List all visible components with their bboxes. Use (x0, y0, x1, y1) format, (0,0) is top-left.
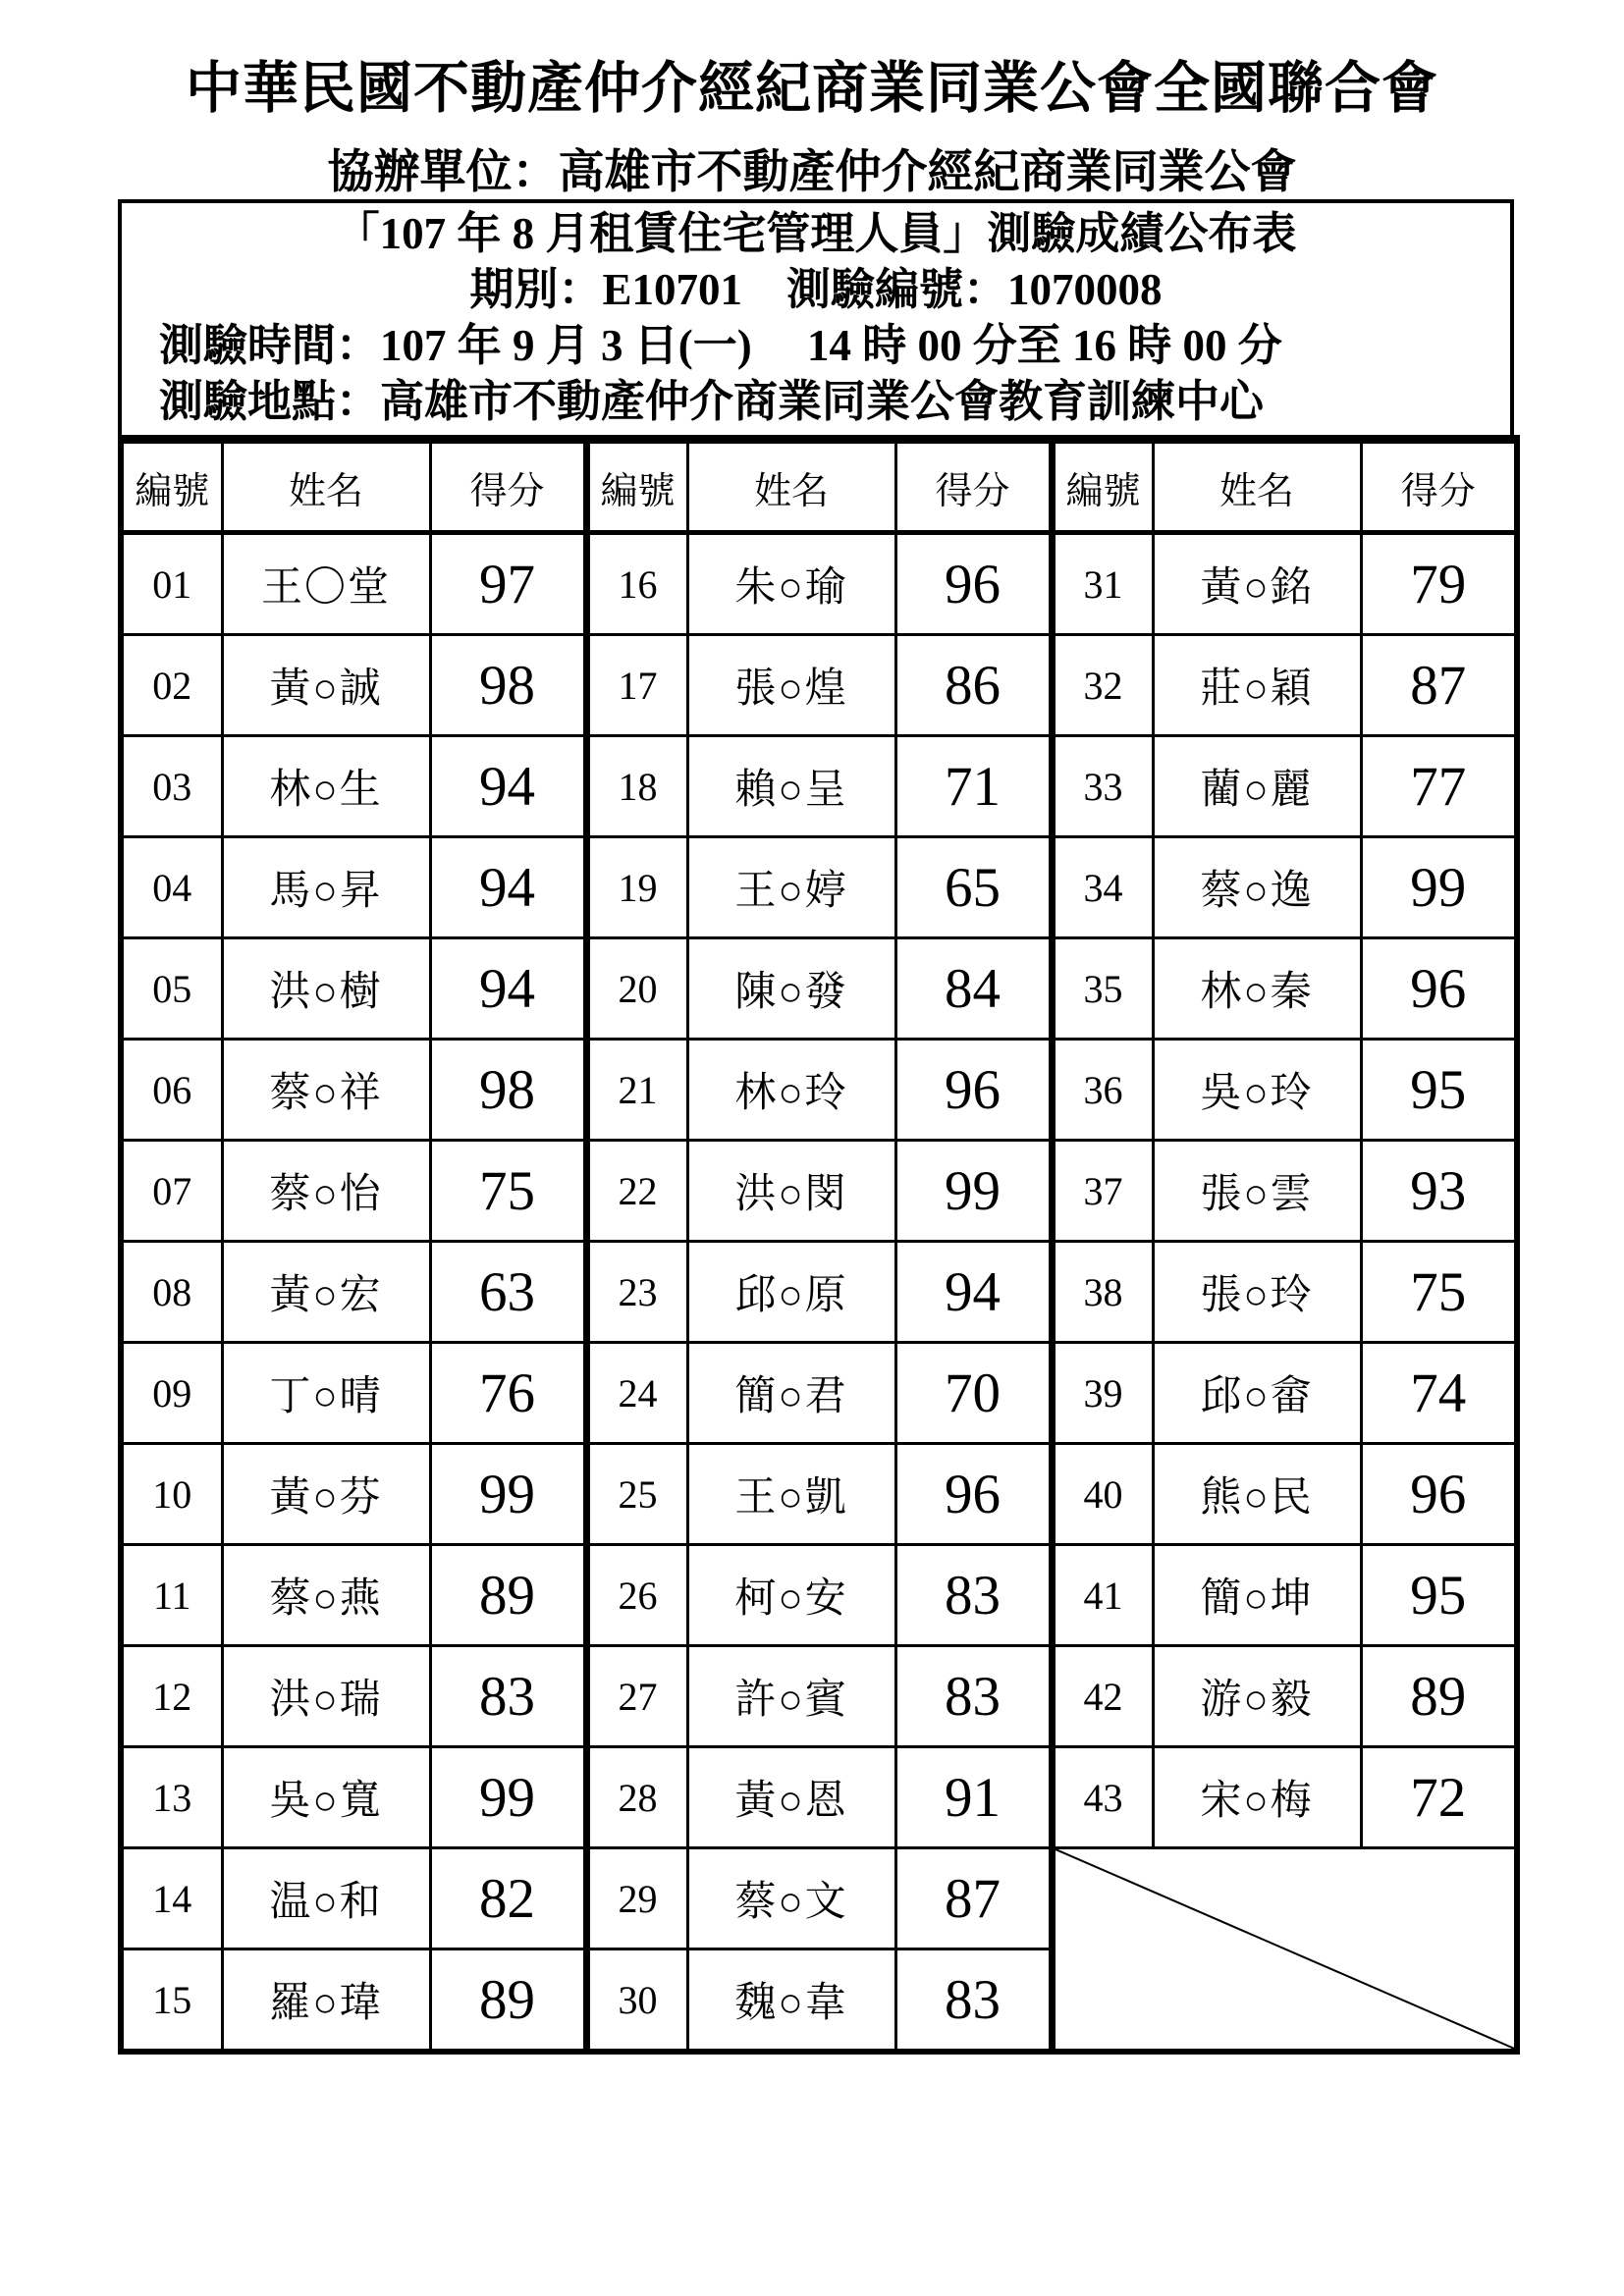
row-score: 70 (895, 1343, 1052, 1444)
row-no: 17 (586, 635, 687, 736)
table-row (121, 1242, 1517, 1343)
row-no: 35 (1052, 938, 1153, 1040)
row-name: 陳○發 (687, 938, 895, 1040)
page-title: 中華民國不動產仲介經紀商業同業公會全國聯合會 (186, 58, 1438, 120)
row-name: 吳○寬 (222, 1747, 430, 1848)
row-no: 02 (121, 635, 222, 736)
row-name: 黃○銘 (1153, 533, 1361, 635)
row-score: 96 (1361, 1444, 1517, 1545)
row-score: 83 (430, 1646, 586, 1747)
row-no: 04 (121, 837, 222, 938)
row-name: 羅○瑋 (222, 1949, 430, 2053)
row-no: 33 (1052, 736, 1153, 837)
row-score: 97 (430, 533, 586, 635)
row-no: 20 (586, 938, 687, 1040)
row-no: 43 (1052, 1747, 1153, 1848)
row-name: 洪○樹 (222, 938, 430, 1040)
row-name: 馬○昇 (222, 837, 430, 938)
row-name: 游○毅 (1153, 1646, 1361, 1747)
row-name: 洪○閔 (687, 1141, 895, 1242)
row-name: 黃○恩 (687, 1747, 895, 1848)
row-no: 09 (121, 1343, 222, 1444)
row-name: 魏○韋 (687, 1949, 895, 2053)
table-header-row (121, 440, 1517, 533)
row-name: 蔡○怡 (222, 1141, 430, 1242)
col-header-score: 得分 (430, 440, 586, 533)
row-score: 99 (895, 1141, 1052, 1242)
row-no: 21 (586, 1040, 687, 1141)
row-score: 89 (430, 1949, 586, 2053)
exam-session-line: 期別：E10701 測驗編號：1070008 (469, 265, 1163, 314)
row-score: 84 (895, 938, 1052, 1040)
row-score: 95 (1361, 1545, 1517, 1646)
col-header-score: 得分 (1361, 440, 1517, 533)
row-no: 11 (121, 1545, 222, 1646)
col-header-no: 編號 (586, 440, 687, 533)
row-no: 08 (121, 1242, 222, 1343)
row-name: 温○和 (222, 1848, 430, 1949)
row-name: 林○玲 (687, 1040, 895, 1141)
table-row (121, 1646, 1517, 1747)
col-header-name: 姓名 (687, 440, 895, 533)
row-name: 林○生 (222, 736, 430, 837)
exam-time-line: 測驗時間：107 年 9 月 3 日(一) 14 時 00 分至 16 時 00 分 (159, 321, 1282, 370)
row-score: 94 (895, 1242, 1052, 1343)
row-score: 86 (895, 635, 1052, 736)
row-score: 98 (430, 1040, 586, 1141)
table-row (121, 1747, 1517, 1848)
row-score: 77 (1361, 736, 1517, 837)
table-row (121, 635, 1517, 736)
row-name: 邱○原 (687, 1242, 895, 1343)
row-no: 07 (121, 1141, 222, 1242)
col-header-score: 得分 (895, 440, 1052, 533)
row-name: 王〇堂 (222, 533, 430, 635)
table-row (121, 1040, 1517, 1141)
row-name: 林○秦 (1153, 938, 1361, 1040)
exam-title-line: 「107 年 8 月租賃住宅管理人員」測驗成績公布表 (335, 209, 1297, 258)
row-score: 79 (1361, 533, 1517, 635)
row-score: 98 (430, 635, 586, 736)
row-score: 95 (1361, 1040, 1517, 1141)
table-row (121, 1343, 1517, 1444)
row-no: 34 (1052, 837, 1153, 938)
row-no: 37 (1052, 1141, 1153, 1242)
row-score: 99 (430, 1747, 586, 1848)
row-name: 藺○麗 (1153, 736, 1361, 837)
row-no: 28 (586, 1747, 687, 1848)
row-no: 36 (1052, 1040, 1153, 1141)
table-row (121, 1141, 1517, 1242)
row-no: 32 (1052, 635, 1153, 736)
row-score: 75 (430, 1141, 586, 1242)
score-table (118, 435, 1520, 2055)
row-score: 94 (430, 736, 586, 837)
row-score: 83 (895, 1545, 1052, 1646)
exam-info-box (118, 199, 1514, 435)
row-no: 41 (1052, 1545, 1153, 1646)
row-no: 05 (121, 938, 222, 1040)
row-score: 75 (1361, 1242, 1517, 1343)
diagonal-line (1056, 1849, 1515, 2049)
row-no: 03 (121, 736, 222, 837)
row-no: 29 (586, 1848, 687, 1949)
row-score: 89 (1361, 1646, 1517, 1747)
row-name: 莊○穎 (1153, 635, 1361, 736)
col-header-name: 姓名 (1153, 440, 1361, 533)
row-name: 吳○玲 (1153, 1040, 1361, 1141)
table-row (121, 837, 1517, 938)
row-no: 16 (586, 533, 687, 635)
row-no: 22 (586, 1141, 687, 1242)
row-name: 黃○誠 (222, 635, 430, 736)
row-name: 蔡○燕 (222, 1545, 430, 1646)
row-name: 王○婷 (687, 837, 895, 938)
col-header-no: 編號 (1052, 440, 1153, 533)
row-score: 83 (895, 1949, 1052, 2053)
row-no: 14 (121, 1848, 222, 1949)
row-name: 張○雲 (1153, 1141, 1361, 1242)
row-score: 82 (430, 1848, 586, 1949)
row-name: 賴○呈 (687, 736, 895, 837)
row-score: 93 (1361, 1141, 1517, 1242)
row-score: 83 (895, 1646, 1052, 1747)
row-no: 39 (1052, 1343, 1153, 1444)
row-no: 06 (121, 1040, 222, 1141)
row-no: 12 (121, 1646, 222, 1747)
row-name: 蔡○逸 (1153, 837, 1361, 938)
row-no: 18 (586, 736, 687, 837)
row-name: 丁○晴 (222, 1343, 430, 1444)
row-name: 王○凱 (687, 1444, 895, 1545)
row-name: 柯○安 (687, 1545, 895, 1646)
row-no: 38 (1052, 1242, 1153, 1343)
row-no: 13 (121, 1747, 222, 1848)
row-no: 27 (586, 1646, 687, 1747)
row-name: 簡○坤 (1153, 1545, 1361, 1646)
row-no: 19 (586, 837, 687, 938)
row-score: 96 (1361, 938, 1517, 1040)
row-name: 洪○瑞 (222, 1646, 430, 1747)
row-score: 91 (895, 1747, 1052, 1848)
row-score: 99 (1361, 837, 1517, 938)
col-header-name: 姓名 (222, 440, 430, 533)
row-name: 熊○民 (1153, 1444, 1361, 1545)
row-score: 99 (430, 1444, 586, 1545)
row-score: 63 (430, 1242, 586, 1343)
row-score: 96 (895, 533, 1052, 635)
row-name: 邱○畲 (1153, 1343, 1361, 1444)
table-row (121, 736, 1517, 837)
row-name: 張○玲 (1153, 1242, 1361, 1343)
row-score: 96 (895, 1444, 1052, 1545)
row-score: 96 (895, 1040, 1052, 1141)
row-no: 10 (121, 1444, 222, 1545)
row-name: 蔡○文 (687, 1848, 895, 1949)
row-score: 72 (1361, 1747, 1517, 1848)
row-no: 23 (586, 1242, 687, 1343)
table-row (121, 1444, 1517, 1545)
row-no: 26 (586, 1545, 687, 1646)
table-row (121, 938, 1517, 1040)
row-score: 87 (895, 1848, 1052, 1949)
row-name: 宋○梅 (1153, 1747, 1361, 1848)
row-no: 30 (586, 1949, 687, 2053)
table-row (121, 1545, 1517, 1646)
row-score: 94 (430, 837, 586, 938)
row-score: 87 (1361, 635, 1517, 736)
row-score: 76 (430, 1343, 586, 1444)
row-name: 蔡○祥 (222, 1040, 430, 1141)
row-name: 黃○芬 (222, 1444, 430, 1545)
row-no: 15 (121, 1949, 222, 2053)
row-no: 40 (1052, 1444, 1153, 1545)
col-header-no: 編號 (121, 440, 222, 533)
row-name: 許○賓 (687, 1646, 895, 1747)
row-no: 42 (1052, 1646, 1153, 1747)
row-score: 65 (895, 837, 1052, 938)
row-name: 朱○瑜 (687, 533, 895, 635)
page-subtitle: 協辦單位：高雄市不動產仲介經紀商業同業公會 (327, 147, 1297, 198)
row-no: 24 (586, 1343, 687, 1444)
row-name: 黃○宏 (222, 1242, 430, 1343)
row-name: 簡○君 (687, 1343, 895, 1444)
row-score: 74 (1361, 1343, 1517, 1444)
row-no: 01 (121, 533, 222, 635)
table-row (121, 1848, 1517, 1949)
row-no: 25 (586, 1444, 687, 1545)
row-name: 張○煌 (687, 635, 895, 736)
row-no: 31 (1052, 533, 1153, 635)
empty-diagonal-cell (1052, 1848, 1517, 2053)
row-score: 71 (895, 736, 1052, 837)
exam-location-line: 測驗地點：高雄市不動產仲介商業同業公會教育訓練中心 (159, 377, 1265, 426)
table-row (121, 533, 1517, 635)
row-score: 94 (430, 938, 586, 1040)
row-score: 89 (430, 1545, 586, 1646)
